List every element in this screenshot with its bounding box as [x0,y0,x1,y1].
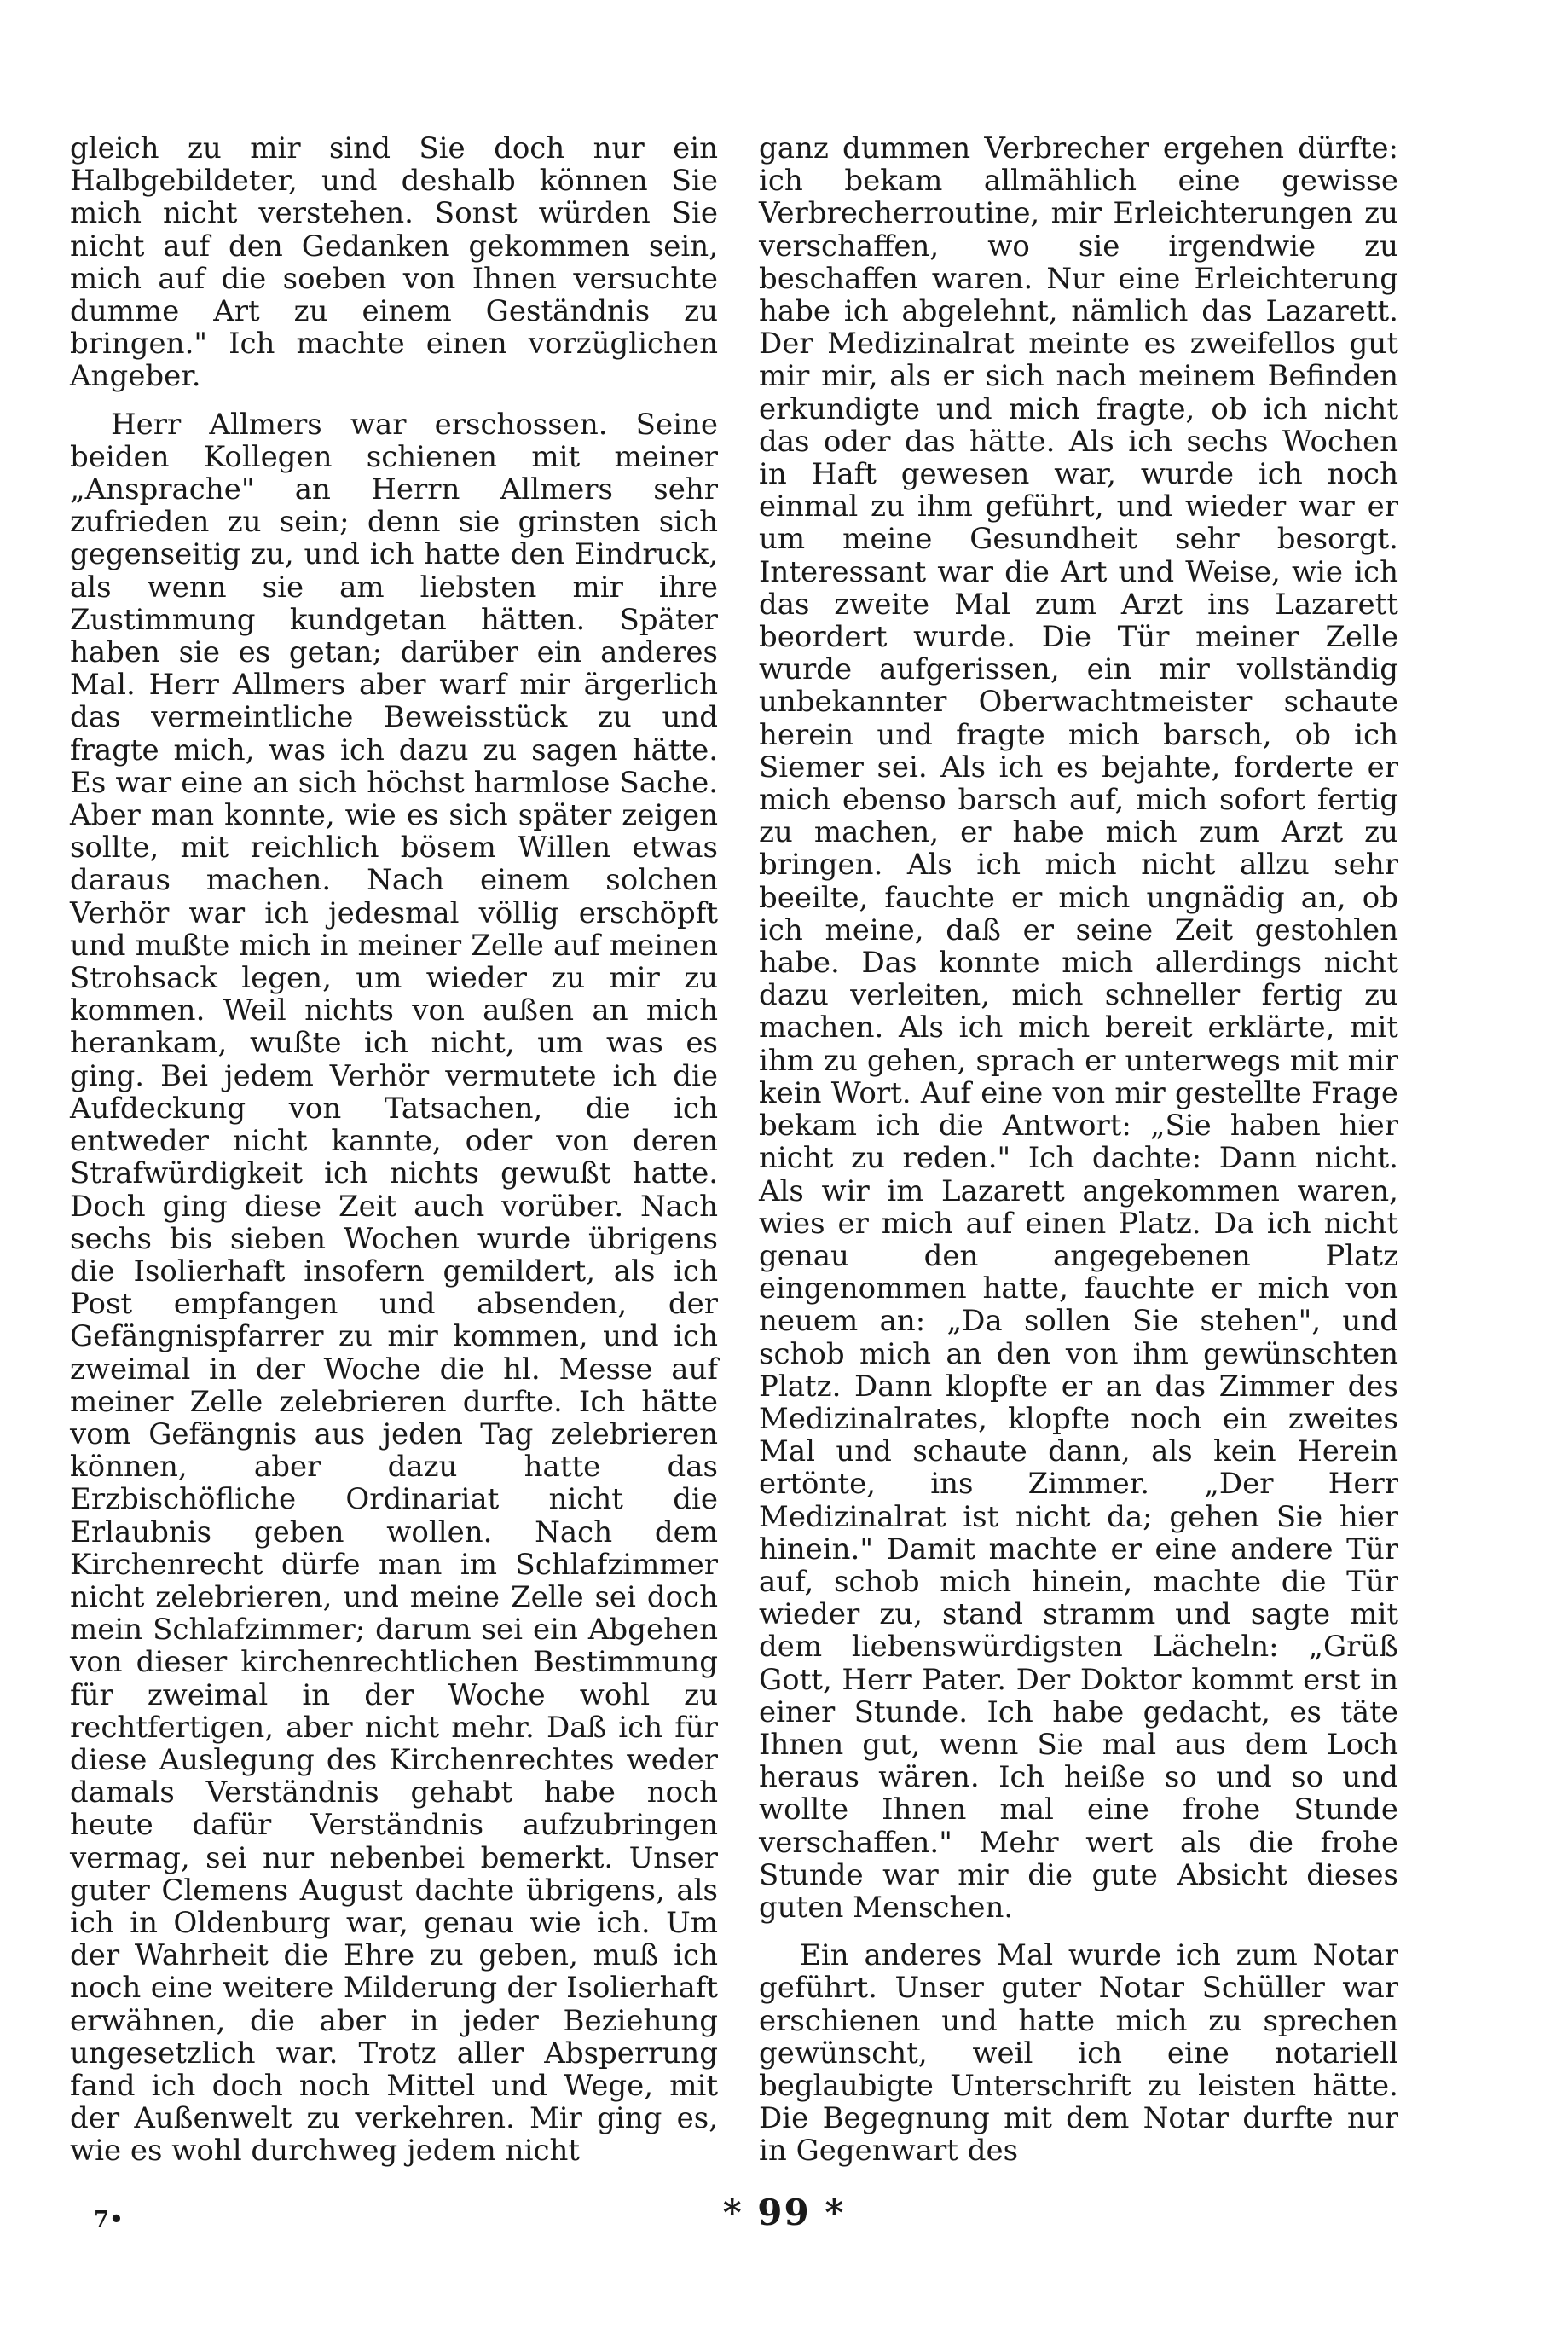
paragraph: ganz dummen Verbrecher ergehen dürfte: ich bekam allmählich eine gewisse Verbrecherroutine, mir Erleichterungen zu verschaffen, wo sie irgendwie zu beschaffen waren. Nur eine Erleichterung habe ich abgelehnt, nämlich das Lazarett. Der Medizinalrat meinte es zweifellos gut mir mir, als er sich nach meinem Befinden erkundigte und mich fragte, ob ich nicht das oder das hätte. Als ich sechs Wochen in Haft gewesen war, wurde ich noch einmal zu ihm geführt, und wieder war er um meine Gesundheit sehr besorgt. Interessant war die Art und Weise, wie ich das zweite Mal zum Arzt ins Lazarett beordert wurde. Die Tür meiner Zelle wurde aufgerissen, ein mir vollständig unbekannter Oberwachtmeister schaute herein und fragte mich barsch, ob ich Siemer sei. Als ich es bejahte, forderte er mich ebenso barsch auf, mich sofort fertig zu machen, er habe mich zum Arzt zu bringen. Als ich mich nicht allzu sehr beeilte, fauchte er mich ungnädig an, ob ich meine, daß er seine Zeit gestohlen habe. Das konnte mich allerdings nicht dazu verleiten, mich schneller fertig zu machen. Als ich mich bereit erklärte, mit ihm zu gehen, sprach er unterwegs mit mir kein Wort. Auf eine von mir gestellte Frage bekam ich die Antwort: „Sie haben hier nicht zu reden." Ich dachte: Dann nicht. Als wir im Lazarett angekommen waren, wies er mich auf einen Platz. Da ich nicht genau den angegebenen Platz eingenommen hatte, fauchte er mich von neuem an: „Da sollen Sie stehen", und schob mich an den von ihm gewünschten Platz. Dann klopfte er an das Zimmer des Medizinalrates, klopfte noch ein zweites Mal und schaute dann, als kein Herein ertönte, ins Zimmer. „Der Herr Medizinalrat ist nicht da; gehen Sie hier hinein." Damit machte er eine andere Tür auf, schob mich hinein, machte die Tür wieder zu, stand stramm und sagte mit dem liebenswürdigsten Lächeln: „Grüß Gott, Herr Pater. Der Doktor kommt erst in einer Stunde. Ich habe gedacht, es täte Ihnen gut, wenn Sie mal aus dem Loch heraus wären. Ich heiße so und so und wollte Ihnen mal eine frohe Stunde verschaffen." Mehr wert als die frohe Stunde war mir die gute Absicht dieses guten Menschen. [759,131,1398,1925]
paragraph: Ein anderes Mal wurde ich zum Notar geführt. Unser guter Notar Schüller war erschienen und hatte mich zu sprechen gewünscht, weil ich eine notariell beglaubigte Unterschrift zu leisten hätte. Die Begegnung mit dem Notar durfte nur in Gegenwart des [759,1938,1398,2169]
paragraph: Herr Allmers war erschossen. Seine beiden Kollegen schienen mit meiner „Ansprache" an Herrn Allmers sehr zufrieden zu sein; denn sie grinsten sich gegenseitig zu, und ich hatte den Eindruck, als wenn sie am liebsten mir ihre Zustimmung kundgetan hätten. Später haben sie es getan; darüber ein anderes Mal. Herr Allmers aber warf mir ärgerlich das vermeintliche Beweisstück zu und fragte mich, was ich dazu zu sagen hätte. Es war eine an sich höchst harmlose Sache. Aber man konnte, wie es sich später zeigen sollte, mit reichlich bösem Willen etwas daraus machen. Nach einem solchen Verhör war ich jedesmal völlig erschöpft und mußte mich in meiner Zelle auf meinen Strohsack legen, um wieder zu mir zu kommen. Weil nichts von außen an mich herankam, wußte ich nicht, um was es ging. Bei jedem Verhör vermutete ich die Aufdeckung von Tatsachen, die ich entweder nicht kannte, oder von deren Strafwürdigkeit ich nichts gewußt hatte. Doch ging diese Zeit auch vorüber. Nach sechs bis sieben Wochen wurde übrigens die Isolierhaft insofern gemildert, als ich Post empfangen und absenden, der Gefängnispfarrer zu mir kommen, und ich zweimal in der Woche die hl. Messe auf meiner Zelle zelebrieren durfte. Ich hätte vom Gefängnis aus jeden Tag zelebrieren können, aber dazu hatte das Erzbischöfliche Ordinariat nicht die Erlaubnis geben wollen. Nach dem Kirchenrecht dürfe man im Schlafzimmer nicht zelebrieren, und meine Zelle sei doch mein Schlafzimmer; darum sei ein Abgehen von dieser kirchenrechtlichen Bestimmung für zweimal in der Woche wohl zu rechtfertigen, aber nicht mehr. Daß ich für diese Auslegung des Kirchenrechtes weder damals Verständnis gehabt habe noch heute dafür Verständnis aufzubringen vermag, sei nur nebenbei bemerkt. Unser guter Clemens August dachte übrigens, als ich in Oldenburg war, genau wie ich. Um der Wahrheit die Ehre zu geben, muß ich noch eine weitere Milderung der Isolierhaft erwähnen, die aber in jeder Beziehung ungesetzlich war. Trotz aller Absperrung fand ich doch noch Mittel und Wege, mit der Außenwelt zu verkehren. Mir ging es, wie es wohl durchweg jedem nicht [70,407,718,2169]
page-number: * 99 * [722,2192,846,2233]
right-column [759,132,1398,2183]
left-column [70,132,718,2183]
sheet-signature-mark: 7• [94,2207,124,2233]
paragraph: gleich zu mir sind Sie doch nur ein Halbgebildeter, und deshalb können Sie mich nicht verstehen. Sonst würden Sie nicht auf den Gedanken gekommen sein, mich auf die soeben von Ihnen versuchte dumme Art zu einem Geständnis zu bringen." Ich machte einen vorzüglichen Angeber. [70,131,718,394]
